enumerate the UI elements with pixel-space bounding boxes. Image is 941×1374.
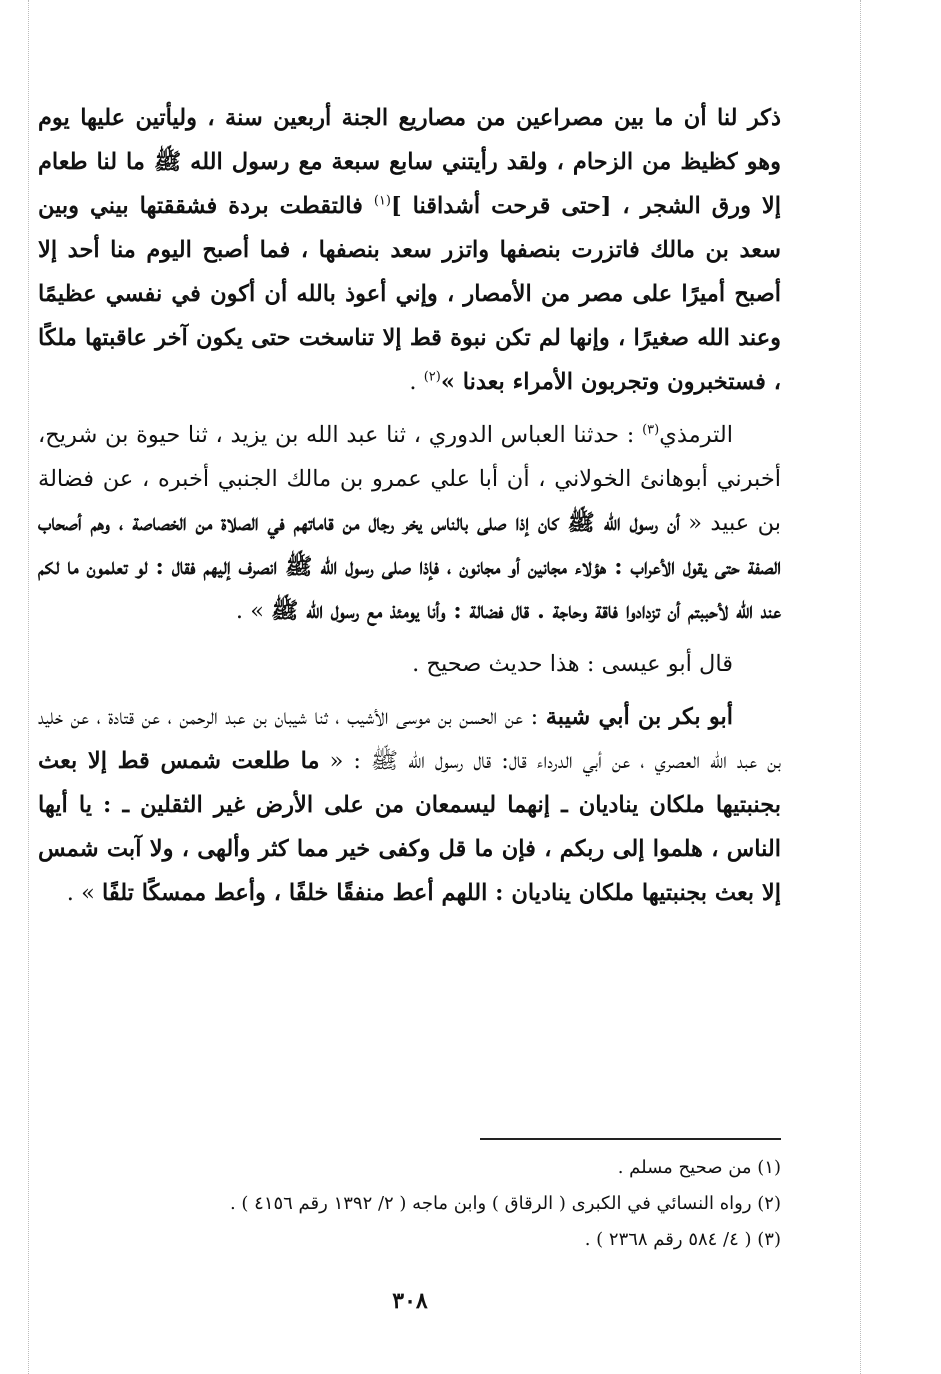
page-number: ٣٠٨ (392, 1288, 428, 1314)
footnote-reference: (٢) (423, 369, 441, 385)
scan-guide-line (860, 0, 861, 1374)
footnote-reference: (١) (373, 193, 391, 209)
bold-text: فالتقطت بردة فشققتها بيني وبين سعد بن مالك فاتزرت بنصفها واتزر سعد بنصفها ، فما أصبح اليوم منا أحد إلا أصبح أميرًا على مصر من الأمصار ، وإني أعوذ بالله أن أكون في نفسي عظيمًا وعند الله صغيرًا ، وإنها لم تكن نبوة قط إلا تناسخت حتى يكون آخر عاقبتها ملكًا ، فستخبرون وتجربون الأمراء بعدنا » (38, 193, 781, 395)
text-run: » . (66, 880, 102, 906)
paragraph-1 (38, 96, 781, 404)
text-run: : عن الحسن بن موسى الأشيب ، ثنا شيبان بن عبد الرحمن ، عن قتادة ، عن خليد بن عبد الله العصري ، عن أبي الدرداء قال: قال رسول الله ﷺ : « (38, 704, 781, 774)
text-run: : حدثنا العباس الدوري ، ثنا عبد الله بن يزيد ، ثنا حيوة بن شريح، أخبرني أبوهانئ الخولاني ، أن أبا علي عمرو بن مالك الجنبي أخبره ، عن فضالة بن عبيد « (38, 422, 781, 536)
paragraph-3 (38, 642, 781, 686)
bold-text: أن رسول الله ﷺ كان إذا صلى بالناس يخر رجال من قاماتهم في الصلاة من الخصاصة ، وهم أصحاب الصفة حتى يقول الأعراب : هؤلاء مجانين أو مجانون ، فإذا صلى رسول الله ﷺ انصرف إليهم فقال : لو تعلمون ما لكم عند الله لأحببتم أن تزدادوا فاقة وحاجة . قال فضالة : وأنا يومئذ مع رسول الله ﷺ (38, 510, 781, 624)
paragraph-2 (38, 413, 781, 633)
paragraph-4 (38, 695, 781, 915)
text-run: الترمذي (659, 422, 733, 448)
footnote-reference: (٣) (642, 422, 660, 438)
footnote-2: (٢) رواه النسائي في الكبرى ( الرقاق ) وابن ماجه ( ٢/ ١٣٩٢ رقم ٤١٥٦ ) . (229, 1193, 781, 1214)
bold-text: أبو بكر بن أبي شيبة (545, 704, 734, 730)
footnote-1: (١) من صحيح مسلم . (617, 1157, 781, 1178)
footnote-3: (٣) ( ٤/ ٥٨٤ رقم ٢٣٦٨ ) . (584, 1229, 781, 1250)
bold-text: ذكر لنا أن ما بين مصراعين من مصاريع الجنة أربعين سنة ، وليأتين عليها يوم وهو كظيظ من الزحام ، ولقد رأيتني سابع سبعة مع رسول الله ﷺ ما لنا طعام إلا ورق الشجر ، [حتى قرحت أشداقنا ] (38, 105, 781, 219)
text-run: . (409, 369, 424, 395)
main-text (38, 96, 781, 924)
footnote-separator (480, 1138, 781, 1140)
scan-guide-line (28, 0, 29, 1374)
text-run: » . (235, 598, 272, 624)
bold-text: ما طلعت شمس قط إلا بعث بجنبتيها ملكان يناديان ـ إنهما ليسمعان من على الأرض غير الثقلين ـ : يا أيها الناس ، هلموا إلى ربكم ، فإن ما قل وكفى خير مما كثر وألهى ، ولا آبت شمس إلا بعث بجنبتيها ملكان يناديان : اللهم أعط منفقًا خلفًا ، وأعط ممسكًا تلفًا (38, 748, 781, 906)
footnotes (38, 1150, 781, 1258)
text-run: قال أبو عيسى : هذا حديث صحيح . (412, 651, 733, 677)
